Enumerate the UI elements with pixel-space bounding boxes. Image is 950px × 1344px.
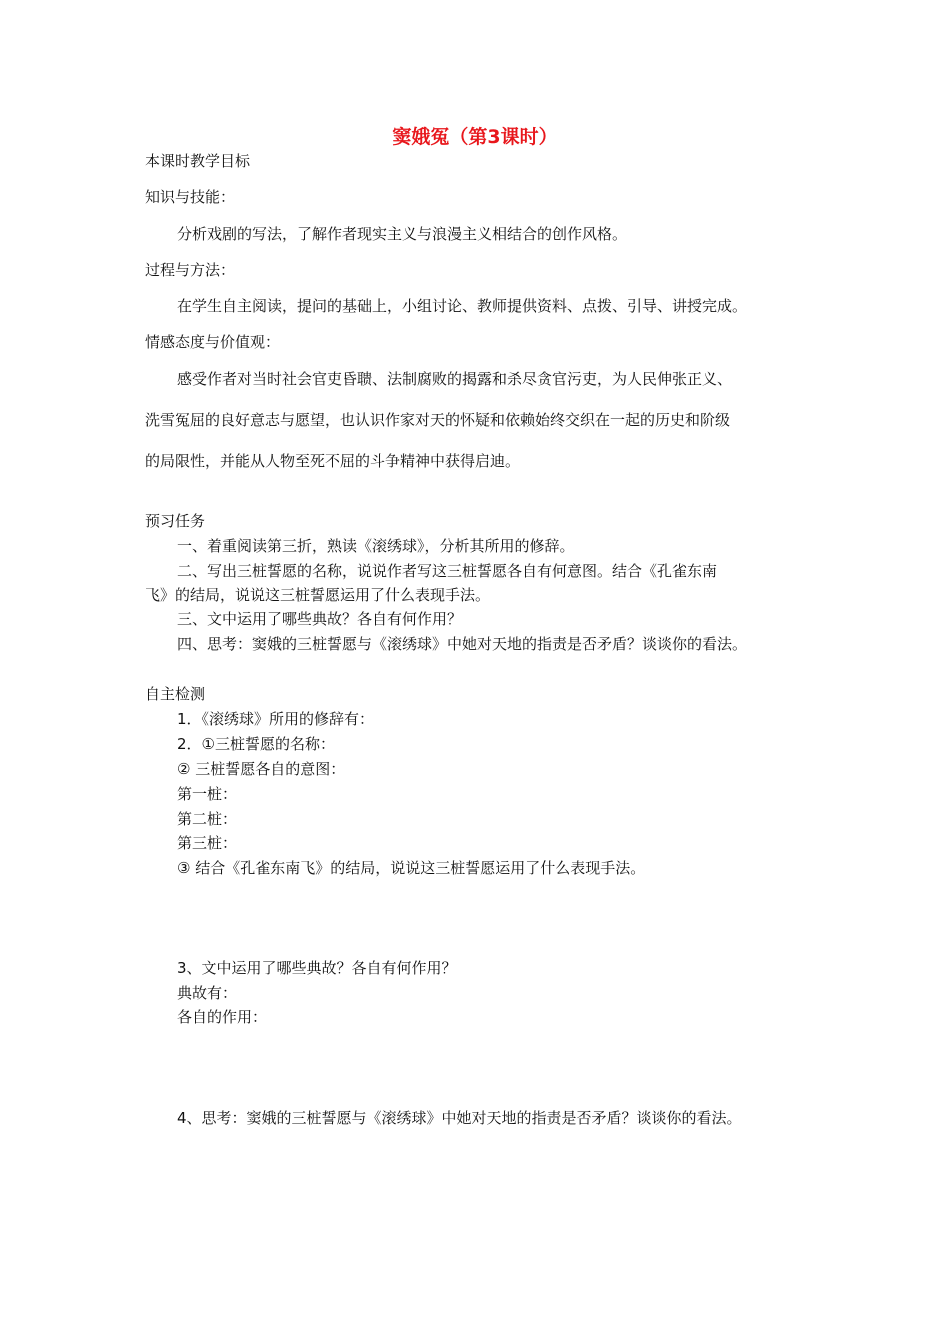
knowledge-heading: 知识与技能：	[145, 188, 236, 206]
self-test-heading: 自主检测	[145, 685, 206, 703]
self-test-item: 第二桩：	[177, 810, 238, 828]
objectives-heading: 本课时教学目标	[145, 152, 251, 170]
self-test-q4: 4、思考：窦娥的三桩誓愿与《滚绣球》中她对天地的指责是否矛盾？谈谈你的看法。	[177, 1109, 742, 1127]
emotion-text-line: 感受作者对当时社会官吏昏聩、法制腐败的揭露和杀尽贪官污吏，为人民伸张正义、	[177, 370, 733, 388]
document-title: 窦娥冤（第3课时）	[392, 126, 558, 148]
self-test-item: ② 三桩誓愿各自的意图：	[177, 760, 346, 778]
emotion-text-line: 的局限性，并能从人物至死不屈的斗争精神中获得启迪。	[145, 452, 521, 470]
process-text: 在学生自主阅读，提问的基础上，小组讨论、教师提供资料、点拨、引导、讲授完成。	[177, 297, 748, 315]
preview-item: 二、写出三桩誓愿的名称，说说作者写这三桩誓愿各自有何意图。结合《孔雀东南	[177, 562, 718, 580]
process-heading: 过程与方法：	[145, 261, 236, 279]
self-test-item: 第三桩：	[177, 834, 238, 852]
emotion-heading: 情感态度与价值观：	[145, 333, 281, 351]
self-test-item: ③ 结合《孔雀东南飞》的结局，说说这三桩誓愿运用了什么表现手法。	[177, 859, 646, 877]
emotion-text-line: 洗雪冤屈的良好意志与愿望，也认识作家对天的怀疑和依赖始终交织在一起的历史和阶级	[145, 411, 731, 429]
preview-item: 三、文中运用了哪些典故？各自有何作用？	[177, 610, 463, 628]
self-test-q3: 3、文中运用了哪些典故？各自有何作用？	[177, 959, 457, 977]
knowledge-text: 分析戏剧的写法，了解作者现实主义与浪漫主义相结合的创作风格。	[177, 225, 628, 243]
preview-item: 一、着重阅读第三折，熟读《滚绣球》，分析其所用的修辞。	[177, 537, 575, 555]
self-test-item: 1．《滚绣球》所用的修辞有：	[177, 710, 375, 728]
preview-heading: 预习任务	[145, 512, 206, 530]
self-test-item: 2．①三桩誓愿的名称：	[177, 735, 335, 753]
self-test-item: 第一桩：	[177, 785, 238, 803]
self-test-q3-allusions: 典故有：	[177, 984, 238, 1002]
preview-item: 四、思考：窦娥的三桩誓愿与《滚绣球》中她对天地的指责是否矛盾？谈谈你的看法。	[177, 635, 748, 653]
self-test-q3-functions: 各自的作用：	[177, 1008, 268, 1026]
preview-item: 飞》的结局，说说这三桩誓愿运用了什么表现手法。	[145, 586, 491, 604]
